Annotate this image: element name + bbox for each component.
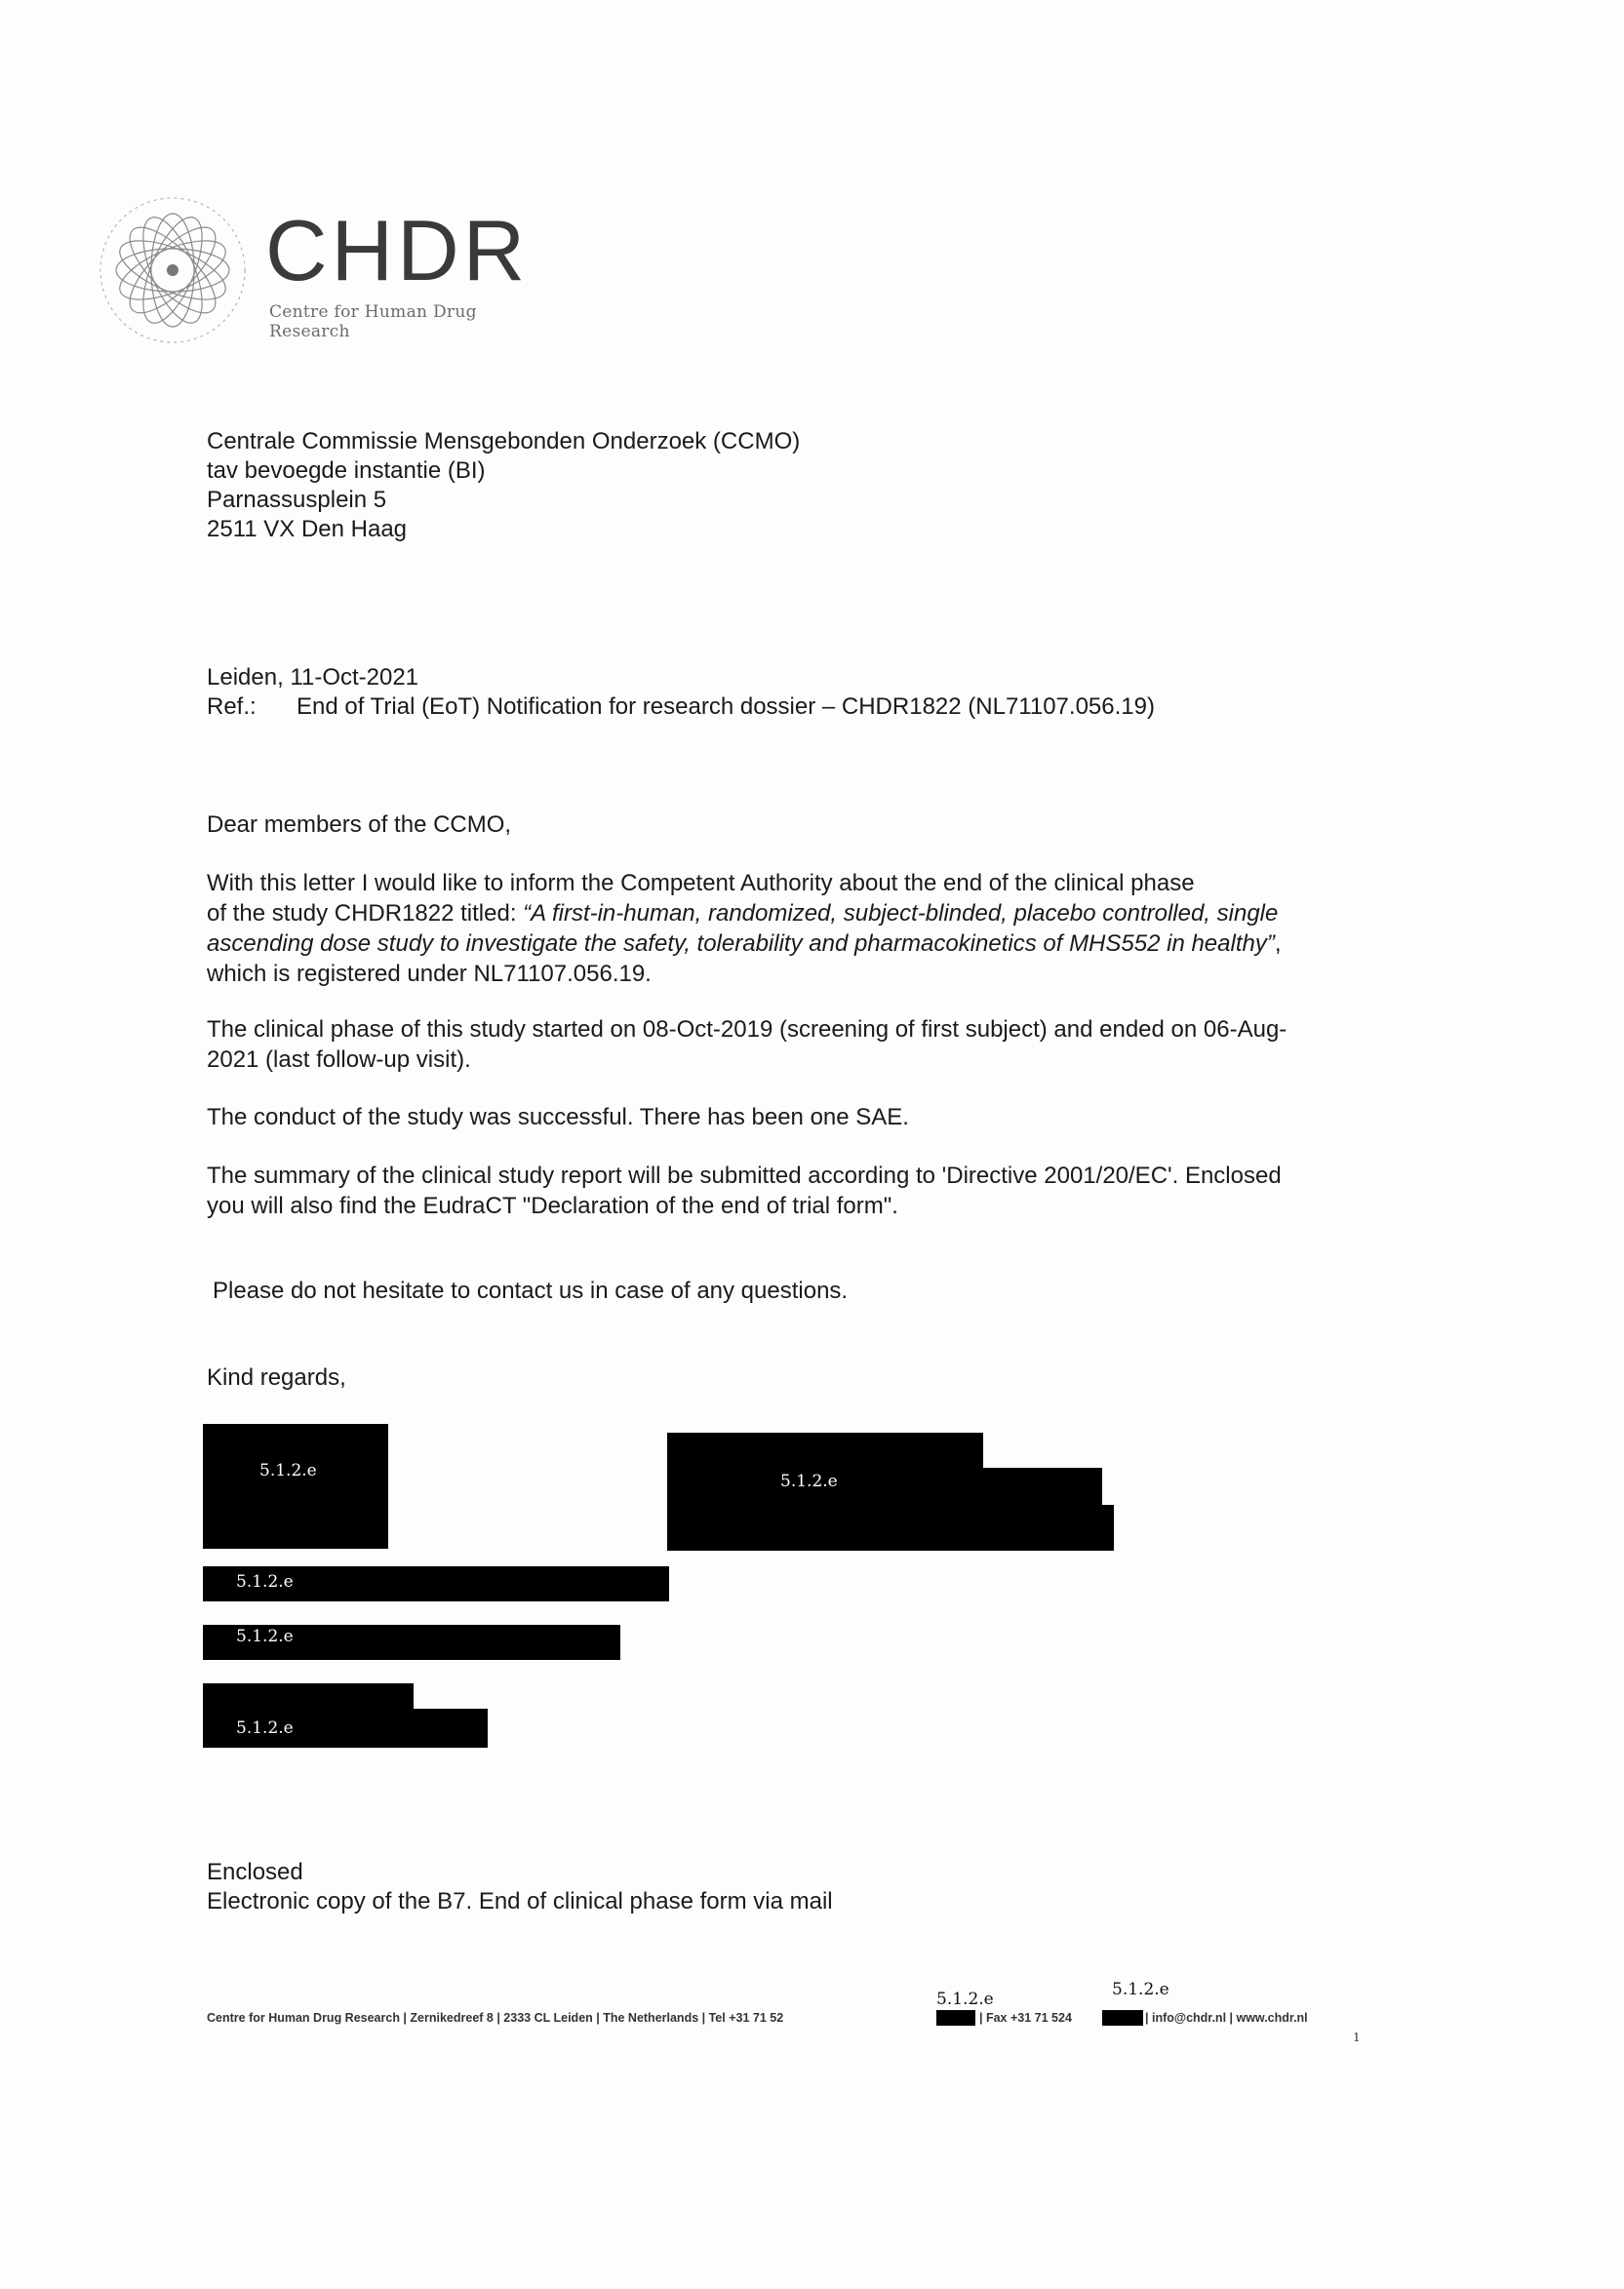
logo-wordmark: CHDR: [265, 202, 530, 298]
footer-contact: | info@chdr.nl | www.chdr.nl: [1145, 2011, 1308, 2025]
enclosed-section: [207, 1858, 833, 1916]
recipient-address: [207, 427, 800, 544]
ref-text: End of Trial (EoT) Notification for research dossier – CHDR1822 (NL71107.056.19): [297, 693, 1155, 720]
address-line: Parnassusplein 5: [207, 487, 387, 513]
page-number: 1: [1353, 2031, 1361, 2044]
logo-tagline: Centre for Human Drug Research: [269, 302, 477, 341]
redacted-name-line: [203, 1566, 669, 1601]
paragraph-line: The clinical phase of this study started on 08-Oct-2019 (screening of first subject) and ended on 06-Aug-: [207, 1016, 1287, 1043]
study-title-part: “A first-in-human, randomized, subject-blinded, placebo controlled, single: [523, 900, 1279, 927]
paragraph-line: you will also find the EudraCT "Declaration of the end of trial form".: [207, 1193, 898, 1219]
paragraph-conduct: The conduct of the study was successful. There has been one SAE.: [207, 1104, 909, 1130]
redacted-phone: [936, 2010, 975, 2026]
study-title-part: ascending dose study to investigate the safety, tolerability and pharmacokinetics of MHS552 in healthy”: [207, 930, 1275, 957]
redacted-signature-right: [667, 1505, 1114, 1551]
address-line: 2511 VX Den Haag: [207, 516, 408, 542]
ref-label: Ref.:: [207, 693, 257, 720]
paragraph-line: [207, 928, 1377, 959]
redacted-contact-line: [203, 1683, 414, 1711]
text-run: of the study CHDR1822 titled:: [207, 900, 524, 927]
text-run: ,: [1274, 930, 1282, 957]
flower-logo-icon: [90, 190, 256, 351]
redacted-contact-line: [203, 1709, 488, 1748]
redacted-signature-right: [667, 1433, 983, 1472]
redaction-code: 5.1.2.e: [1112, 1980, 1169, 1999]
letterhead-footer: [207, 1980, 1367, 2040]
redacted-fax: [1102, 2010, 1143, 2026]
chdr-logo: [90, 190, 548, 351]
redaction-code: 5.1.2.e: [936, 1990, 994, 2009]
redaction-code: 5.1.2.e: [259, 1461, 317, 1480]
redaction-code: 5.1.2.e: [780, 1472, 838, 1491]
paragraph-line: 2021 (last follow-up visit).: [207, 1046, 471, 1073]
date-and-reference: [207, 663, 1155, 722]
redacted-title-line: [203, 1625, 620, 1660]
enclosed-item: Electronic copy of the B7. End of clinical phase form via mail: [207, 1888, 833, 1914]
enclosed-heading: Enclosed: [207, 1859, 303, 1885]
paragraph-line: [207, 898, 1377, 928]
paragraph-contact: Please do not hesitate to contact us in case of any questions.: [213, 1278, 849, 1304]
redacted-signature-right: [667, 1468, 1102, 1509]
redaction-code: 5.1.2.e: [236, 1572, 294, 1592]
paragraph-line: which is registered under NL71107.056.19.: [207, 961, 652, 987]
address-line: Centrale Commissie Mensgebonden Onderzoek (CCMO): [207, 428, 801, 454]
closing: Kind regards,: [207, 1364, 346, 1391]
address-line: tav bevoegde instantie (BI): [207, 457, 486, 484]
footer-address: Centre for Human Drug Research | Zernikedreef 8 | 2333 CL Leiden | The Netherlands | Tel +31 71 52: [207, 2011, 784, 2025]
paragraph-summary: [207, 1161, 1377, 1221]
reference-line: [207, 692, 1155, 722]
footer-fax: | Fax +31 71 524: [979, 2011, 1072, 2025]
salutation: Dear members of the CCMO,: [207, 811, 512, 838]
paragraph-line: The summary of the clinical study report will be submitted according to 'Directive 2001/20/EC'. Enclosed: [207, 1163, 1282, 1189]
paragraph-line: With this letter I would like to inform the Competent Authority about the end of the clinical phase: [207, 870, 1195, 896]
redaction-code: 5.1.2.e: [236, 1718, 294, 1738]
redacted-signature-left: [203, 1424, 388, 1549]
paragraph-end-notice: [207, 868, 1377, 989]
redaction-code: 5.1.2.e: [236, 1627, 294, 1646]
date-line: Leiden, 11-Oct-2021: [207, 664, 419, 691]
paragraph-dates: [207, 1014, 1377, 1075]
